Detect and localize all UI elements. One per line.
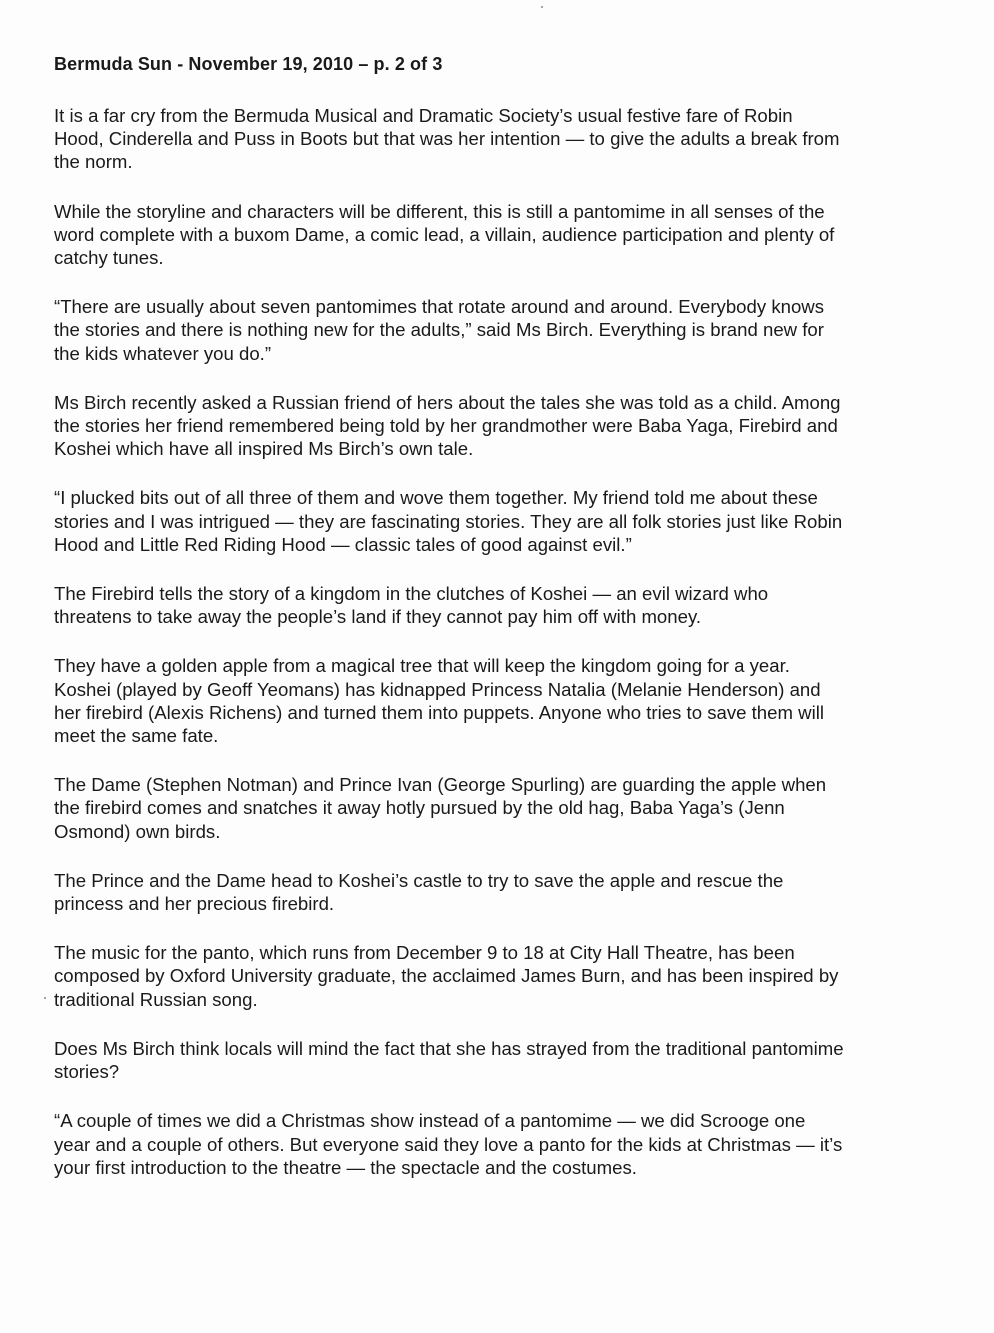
paragraph-line: While the storyline and characters will be different, this is still a pantomime in all senses of the <box>54 200 825 222</box>
page-header: Bermuda Sun - November 19, 2010 – p. 2 of 3 <box>54 54 443 74</box>
paragraph-line: your first introduction to the theatre — the spectacle and the costumes. <box>54 1156 637 1178</box>
paragraph-line: the stories and there is nothing new for the adults,” said Ms Birch. Everything is brand new for <box>54 319 824 341</box>
article-paragraph <box>54 773 944 843</box>
article-paragraph <box>54 1109 944 1179</box>
paragraph-line: The music for the panto, which runs from December 9 to 18 at City Hall Theatre, has been <box>54 942 795 964</box>
paragraph-line: the norm. <box>54 151 133 173</box>
paragraph-line: meet the same fate. <box>54 725 219 747</box>
paragraph-line: traditional Russian song. <box>54 988 258 1010</box>
scan-speck <box>541 6 543 8</box>
paragraph-line: composed by Oxford University graduate, the acclaimed James Burn, and has been inspired by <box>54 965 839 987</box>
paragraph-line: Hood, Cinderella and Puss in Boots but that was her intention — to give the adults a break from <box>54 128 840 150</box>
article-paragraph <box>54 941 944 1011</box>
article-paragraph <box>54 486 944 556</box>
paragraph-line: her firebird (Alexis Richens) and turned them into puppets. Anyone who tries to save them will <box>54 701 824 723</box>
scan-speck <box>44 997 46 999</box>
paragraph-line: Does Ms Birch think locals will mind the fact that she has strayed from the traditional pantomime <box>54 1037 844 1059</box>
paragraph-line: stories? <box>54 1061 120 1083</box>
paragraph-line: Koshei which have all inspired Ms Birch’s own tale. <box>54 438 474 460</box>
article-paragraph <box>54 654 944 747</box>
paragraph-line: Ms Birch recently asked a Russian friend of hers about the tales she was told as a child. Among <box>54 391 841 413</box>
paragraph-line: threatens to take away the people’s land if they cannot pay him off with money. <box>54 606 702 628</box>
paragraph-line: Osmond) own birds. <box>54 820 221 842</box>
paragraph-line: The Firebird tells the story of a kingdom in the clutches of Koshei — an evil wizard who <box>54 583 769 605</box>
paragraph-line: “A couple of times we did a Christmas show instead of a pantomime — we did Scrooge one <box>54 1110 806 1132</box>
article-paragraph <box>54 295 944 365</box>
paragraph-line: stories and I was intrigued — they are fascinating stories. They are all folk stories just like Robin <box>54 510 843 532</box>
article-paragraph <box>54 1037 944 1083</box>
paragraph-line: “There are usually about seven pantomimes that rotate around and around. Everybody knows <box>54 296 825 318</box>
paragraph-line: word complete with a buxom Dame, a comic lead, a villain, audience participation and plenty of <box>54 223 835 245</box>
paragraph-line: They have a golden apple from a magical tree that will keep the kingdom going for a year. <box>54 655 790 677</box>
paragraph-line: year and a couple of others. But everyone said they love a panto for the kids at Christmas — it’s <box>54 1133 843 1155</box>
article-paragraph <box>54 391 944 461</box>
paragraph-line: princess and her precious firebird. <box>54 893 335 915</box>
paragraph-line: “I plucked bits out of all three of them and wove them together. My friend told me about these <box>54 487 818 509</box>
article-paragraph <box>54 869 944 915</box>
article-body <box>54 104 944 1205</box>
paragraph-line: Koshei (played by Geoff Yeomans) has kidnapped Princess Natalia (Melanie Henderson) and <box>54 678 821 700</box>
paragraph-line: It is a far cry from the Bermuda Musical and Dramatic Society’s usual festive fare of Robin <box>54 105 793 126</box>
paragraph-line: The Prince and the Dame head to Koshei’s castle to try to save the apple and rescue the <box>54 869 784 891</box>
paragraph-line: The Dame (Stephen Notman) and Prince Ivan (George Spurling) are guarding the apple when <box>54 774 827 796</box>
paragraph-line: Hood and Little Red Riding Hood — classic tales of good against evil.” <box>54 533 632 555</box>
paragraph-line: the kids whatever you do.” <box>54 342 272 364</box>
article-paragraph <box>54 104 944 174</box>
paragraph-line: the stories her friend remembered being told by her grandmother were Baba Yaga, Firebird and <box>54 415 838 437</box>
paragraph-line: catchy tunes. <box>54 247 164 269</box>
paragraph-line: the firebird comes and snatches it away hotly pursued by the old hag, Baba Yaga’s (Jenn <box>54 797 785 819</box>
article-paragraph <box>54 582 944 628</box>
article-paragraph <box>54 200 944 270</box>
